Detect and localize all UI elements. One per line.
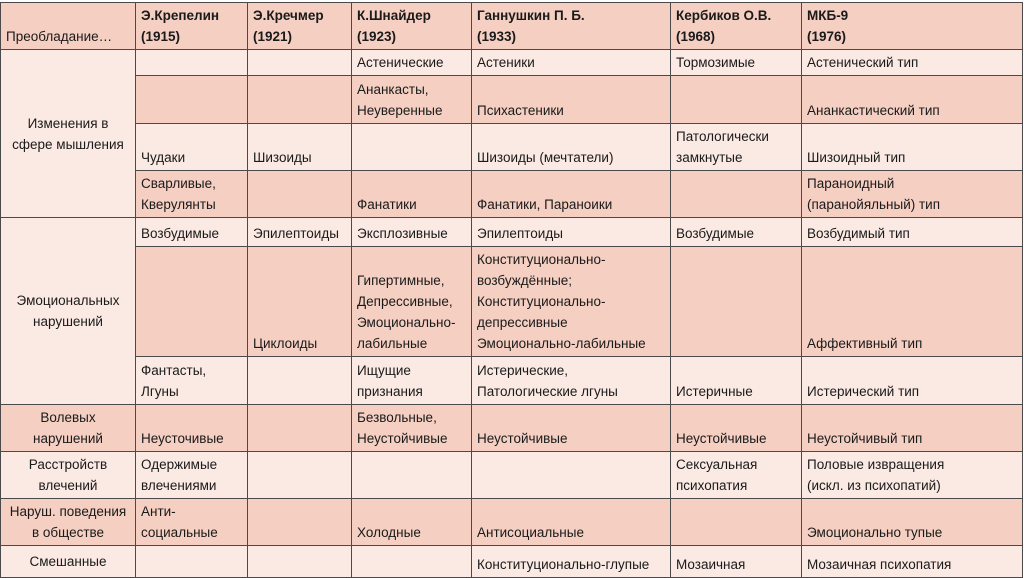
table-cell: Одержимые влечениями <box>136 452 248 499</box>
table-row <box>1 76 1023 124</box>
table-cell: Ищущие признания <box>352 357 472 405</box>
table-cell: Анти- социальные <box>136 499 248 546</box>
table-cell: Неустойчивый тип <box>802 405 1023 452</box>
header-cell-icd9: МКБ-9 (1976) <box>802 3 1023 50</box>
table-cell: Циклоиды <box>248 247 352 357</box>
table-cell: Фантасты, Лгуны <box>136 357 248 405</box>
header-cell-schneider: К.Шнайдер (1923) <box>352 3 472 50</box>
table-cell: Гипертимные, Депрессивные, Эмоционально- лабильные <box>352 247 472 357</box>
group-label-drives: Расстройств влечений <box>1 452 136 499</box>
header-cell-predominance: Преобладание… <box>1 3 136 50</box>
table-cell: Ананкасты, Неуверенные <box>352 76 472 124</box>
header-cell-gannushkin: Ганнушкин П. Б. (1933) <box>472 3 671 50</box>
table-row <box>1 247 1023 357</box>
table-cell: Эпилептоиды <box>248 218 352 247</box>
header-cell-kerbikov: Кербиков О.В. (1968) <box>671 3 802 50</box>
typology-table <box>0 2 1023 578</box>
group-label-mixed: Смешанные <box>1 546 136 578</box>
table-cell <box>248 405 352 452</box>
table-cell <box>248 452 352 499</box>
table-cell: Истеричные <box>671 357 802 405</box>
table-cell: Шизоидный тип <box>802 124 1023 171</box>
table-cell: Психастеники <box>472 76 671 124</box>
table-cell <box>248 76 352 124</box>
table-cell: Астеники <box>472 50 671 76</box>
table-cell: Сексуальная психопатия <box>671 452 802 499</box>
table-cell <box>671 76 802 124</box>
table-row <box>1 50 1023 76</box>
table-row <box>1 171 1023 218</box>
table-cell: Аффективный тип <box>802 247 1023 357</box>
table-cell <box>352 546 472 578</box>
table-row <box>1 499 1023 546</box>
table-cell: Эпилептоиды <box>472 218 671 247</box>
table-cell: Патологически замкнутые <box>671 124 802 171</box>
table-cell: Шизоиды <box>248 124 352 171</box>
table-cell <box>136 76 248 124</box>
table-cell: Неусточивые <box>136 405 248 452</box>
table-cell: Истерический тип <box>802 357 1023 405</box>
table-cell: Возбудимые <box>136 218 248 247</box>
table-cell: Холодные <box>352 499 472 546</box>
table-cell: Астенический тип <box>802 50 1023 76</box>
table-cell <box>248 171 352 218</box>
table-cell: Мозаичная психопатия <box>802 546 1023 578</box>
table-cell <box>248 50 352 76</box>
table-cell: Истерические, Патологические лгуны <box>472 357 671 405</box>
group-label-volitional: Волевых нарушений <box>1 405 136 452</box>
header-row <box>1 3 1023 50</box>
table-cell: Эксплозивные <box>352 218 472 247</box>
table-cell <box>671 247 802 357</box>
table-cell: Половые извращения (искл. из психопатий) <box>802 452 1023 499</box>
table-cell: Шизоиды (мечтатели) <box>472 124 671 171</box>
table-cell: Антисоциальные <box>472 499 671 546</box>
table-cell: Ананкастический тип <box>802 76 1023 124</box>
header-cell-kraepelin: Э.Крепелин (1915) <box>136 3 248 50</box>
table-row <box>1 452 1023 499</box>
table-cell <box>136 50 248 76</box>
table-cell: Фанатики <box>352 171 472 218</box>
table-cell <box>136 546 248 578</box>
table-cell <box>248 499 352 546</box>
table-cell: Возбудимый тип <box>802 218 1023 247</box>
table-cell <box>136 247 248 357</box>
table-row <box>1 124 1023 171</box>
table-cell: Фанатики, Параноики <box>472 171 671 218</box>
table-row <box>1 546 1023 578</box>
table-cell <box>472 452 671 499</box>
table-cell <box>248 546 352 578</box>
table-cell: Конституционально-глупые <box>472 546 671 578</box>
table-cell <box>671 171 802 218</box>
table-cell: Неустойчивые <box>472 405 671 452</box>
table-cell: Параноидный (паранойяльный) тип <box>802 171 1023 218</box>
table-cell: Тормозимые <box>671 50 802 76</box>
table-cell: Астенические <box>352 50 472 76</box>
table-cell: Эмоционально тупые <box>802 499 1023 546</box>
group-label-thinking: Изменения в сфере мышления <box>1 50 136 218</box>
table-row <box>1 405 1023 452</box>
table-row <box>1 218 1023 247</box>
table-cell <box>671 499 802 546</box>
table-cell <box>352 124 472 171</box>
table-cell: Конституционально- возбуждённые; Конституционально- депрессивные Эмоционально-лабильные <box>472 247 671 357</box>
header-cell-kretschmer: Э.Кречмер (1921) <box>248 3 352 50</box>
table-cell: Безвольные, Неустойчивые <box>352 405 472 452</box>
table-row <box>1 357 1023 405</box>
table-cell: Сварливые, Кверулянты <box>136 171 248 218</box>
group-label-emotional: Эмоциональных нарушений <box>1 218 136 405</box>
group-label-social-behavior: Наруш. поведения в обществе <box>1 499 136 546</box>
table-cell: Чудаки <box>136 124 248 171</box>
table-cell: Мозаичная <box>671 546 802 578</box>
table-cell <box>248 357 352 405</box>
table-cell <box>352 452 472 499</box>
table-cell: Неустойчивые <box>671 405 802 452</box>
table-cell: Возбудимые <box>671 218 802 247</box>
